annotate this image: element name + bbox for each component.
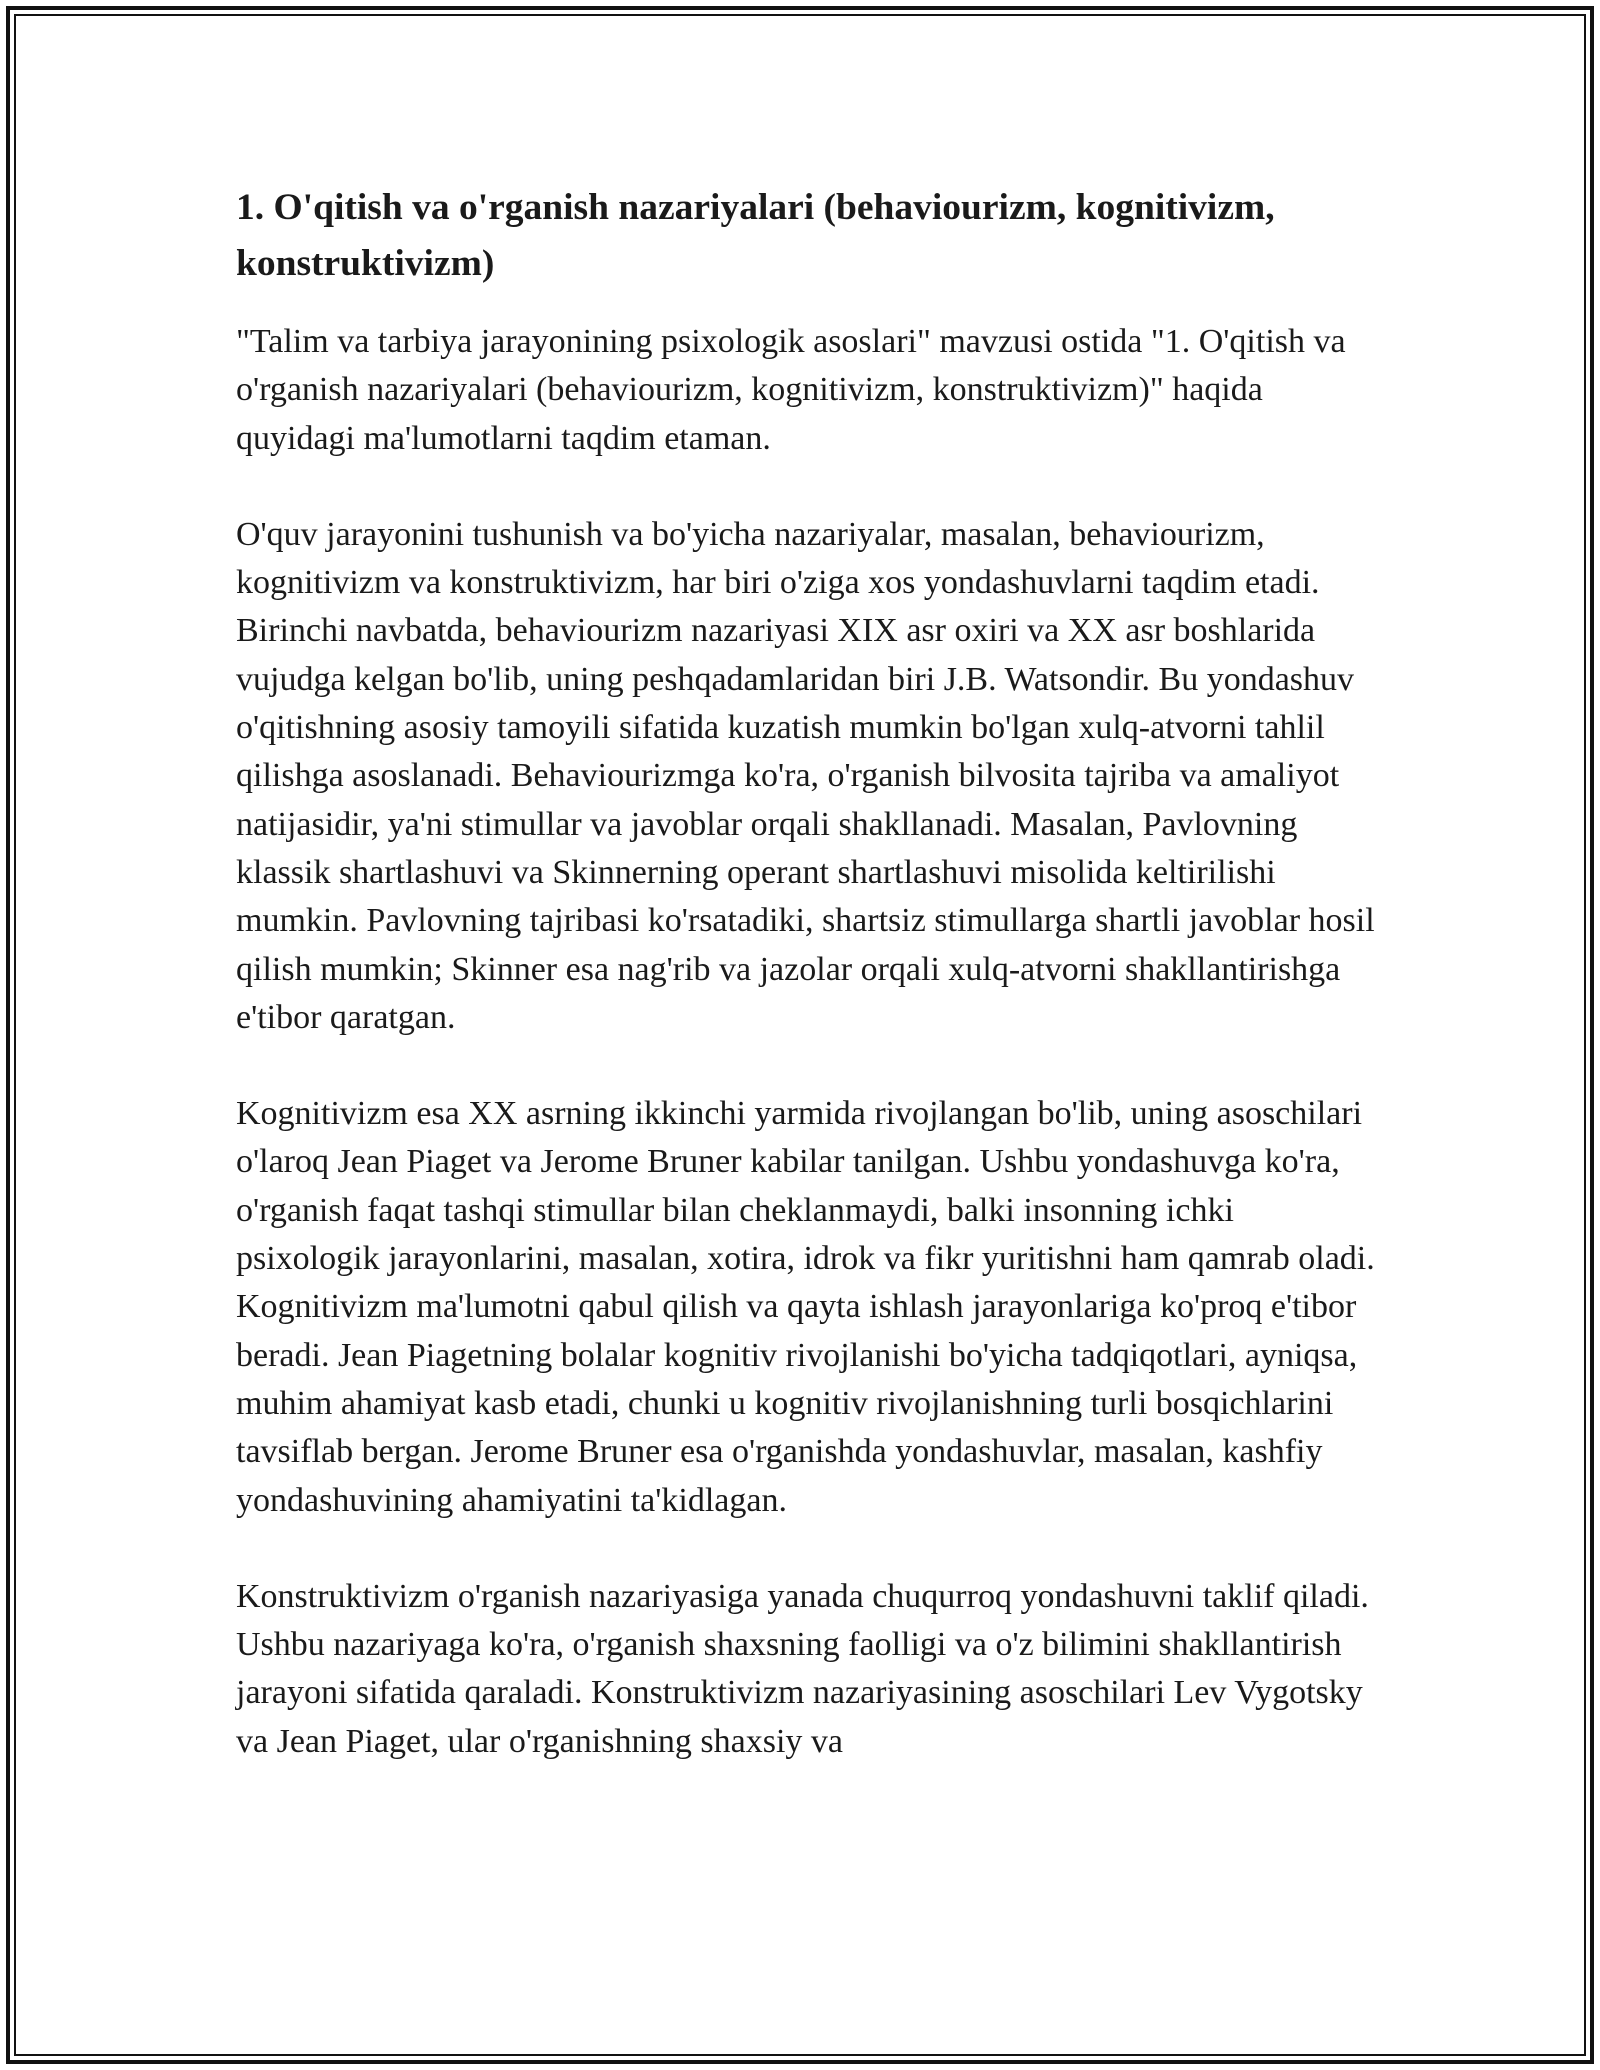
paragraph-cognitivism: Kognitivizm esa XX asrning ikkinchi yarmida rivojlangan bo'lib, uning asoschilari o'laroq Jean Piaget va Jerome Bruner kabilar tanilgan. Ushbu yondashuvga ko'ra, o'rganish faqat tashqi stimullar bilan cheklanmaydi, balki insonning ichki psixologik jarayonlarini, masalan, xotira, idrok va fikr yuritishni ham qamrab oladi. Kognitivizm ma'lumotni qabul qilish va qayta ishlash jarayonlariga ko'proq e'tibor beradi. Jean Piagetning bolalar kognitiv rivojlanishi bo'yicha tadqiqotlari, ayniqsa, muhim ahamiyat kasb etadi, chunki u kognitiv rivojlanishning turli bosqichlarini tavsiflab bergan. Jerome Bruner esa o'rganishda yondashuvlar, masalan, kashfiy yondashuvining ahamiyatini ta'kidlagan.: [236, 1095, 1375, 1519]
paragraph-behaviourism: O'quv jarayonini tushunish va bo'yicha nazariyalar, masalan, behaviourizm, kognitivizm va konstruktivizm, har biri o'ziga xos yondashuvlarni taqdim etadi. Birinchi navbatda, behaviourizm nazariyasi XIX asr oxiri va XX asr boshlarida vujudga kelgan bo'lib, uning peshqadamlaridan biri J.B. Watsondir. Bu yondashuv o'qitishning asosiy tamoyili sifatida kuzatish mumkin bo'lgan xulq-atvorni tahlil qilishga asoslanadi. Behaviourizmga ko'ra, o'rganish bilvosita tajriba va amaliyot natijasidir, ya'ni stimullar va javoblar orqali shakllanadi. Masalan, Pavlovning klassik shartlashuvi va Skinnerning operant shartlashuvi misolida keltirilishi mumkin. Pavlovning tajribasi ko'rsatadiki, shartsiz stimullarga shartli javoblar hosil qilish mumkin; Skinner esa nag'rib va jazolar orqali xulq-atvorni shakllantirishga e'tibor qaratgan.: [236, 515, 1375, 1036]
paragraph-constructivism: Konstruktivizm o'rganish nazariyasiga yanada chuqurroq yondashuvni taklif qiladi. Ushbu nazariyaga ko'ra, o'rganish shaxsning faolligi va o'z bilimini shakllantirish jarayoni sifatida qaraladi. Konstruktivizm nazariyasining asoschilari Lev Vygotsky va Jean Piaget, ular o'rganishning shaxsiy va: [236, 1577, 1369, 1760]
document-page: [236, 180, 1376, 1766]
paragraph-intro: "Talim va tarbiya jarayonining psixologik asoslari" mavzusi ostida "1. O'qitish va o'rganish nazariyalari (behaviourizm, kognitivizm, konstruktivizm)" haqida quyidagi ma'lumotlarni taqdim etaman.: [236, 323, 1346, 457]
document-title: 1. O'qitish va o'rganish nazariyalari (behaviourizm, kognitivizm, konstruktivizm): [236, 187, 1275, 284]
